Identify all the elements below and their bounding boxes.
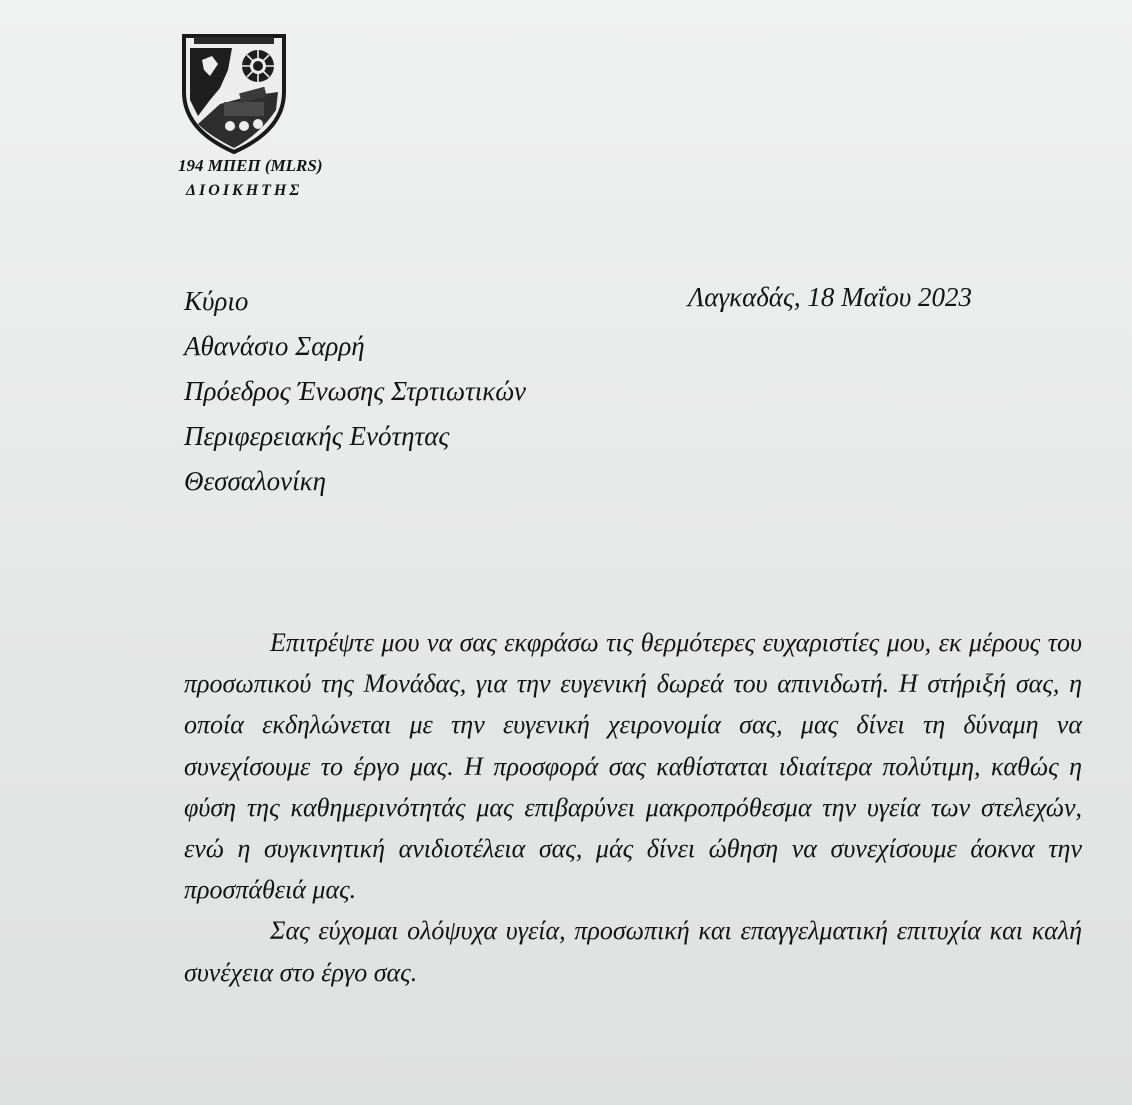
addressee-block [184, 284, 526, 509]
body-paragraph: Επιτρέψτε μου να σας εκφράσω τις θερμότερες ευχαριστίες μου, εκ μέρους του προσωπικού της Μονάδας, για την ευγενική δωρεά του απινιδωτή. Η στήριξή σας, η οποία εκδηλώνεται με την ευγενική χειρονομία σας, μας δίνει τη δύναμη να συνεχίσουμε το έργο μας. Η προσφορά σας καθίσταται ιδιαίτερα πολύτιμη, καθώς η φύση της καθημερινότητάς μας επιβαρύνει μακροπρόθεσμα την υγεία των στελεχών, ενώ η συγκινητική ανιδιοτέλεια σας, μάς δίνει ώθηση να συνεχίσουμε άοκνα την προσπάθειά μας. [184, 628, 1082, 905]
addressee-line: Περιφερειακής Ενότητας [184, 421, 450, 451]
body-paragraph: Σας εύχομαι ολόψυχα υγεία, προσωπική και επαγγελματική επιτυχία και καλή συνέχεια στο έργο σας. [184, 916, 1082, 987]
commander-title: ΔΙΟΙΚΗΤΗΣ [186, 182, 303, 199]
addressee-line: Κύριο [184, 286, 249, 316]
addressee-line: Θεσσαλονίκη [184, 466, 326, 496]
unit-crest-icon [180, 30, 288, 156]
addressee-line: Αθανάσιο Σαρρή [184, 331, 365, 361]
unit-designation: 194 ΜΠΕΠ (MLRS) [178, 156, 323, 175]
addressee-line: Πρόεδρος Ένωσης Στρτιωτικών [184, 376, 527, 406]
letter-date: Λαγκαδάς, 18 Μαΐου 2023 [688, 282, 972, 312]
letter-body [184, 622, 1082, 993]
